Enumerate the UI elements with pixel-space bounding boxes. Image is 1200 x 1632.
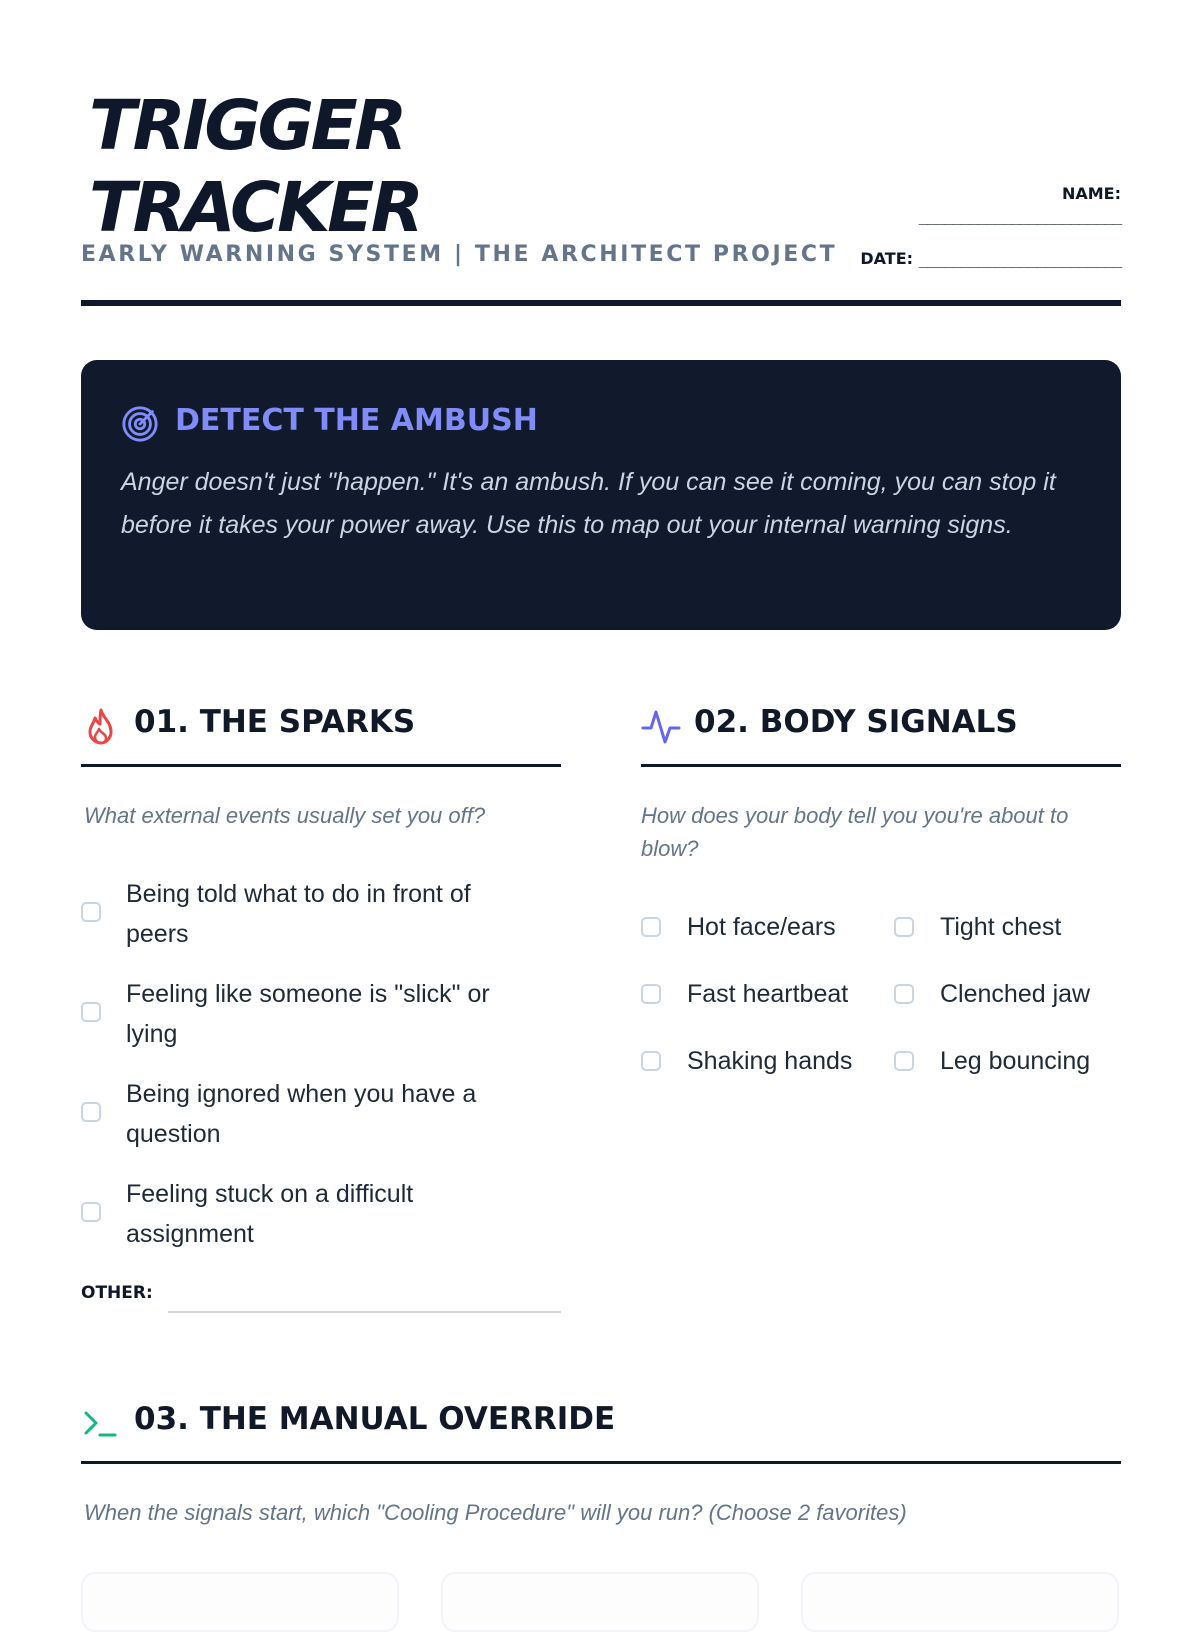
sparks-prompt: What external events usually set you off?	[84, 803, 486, 828]
procedure-card[interactable]	[441, 1572, 759, 1632]
other-label: OTHER:	[81, 1283, 153, 1303]
date-label: DATE:	[860, 249, 914, 268]
checkbox[interactable]	[641, 917, 661, 937]
body-signal-label: Leg bouncing	[940, 1047, 1091, 1075]
checkbox[interactable]	[894, 984, 914, 1004]
spark-label: Feeling stuck on a difficult assignment	[126, 1180, 414, 1248]
body-signals-section-header	[641, 702, 1121, 767]
body-signals-prompt: How does your body tell you you're about to blow?	[641, 803, 1069, 861]
checkbox[interactable]	[894, 1051, 914, 1071]
worksheet-subtitle: EARLY WARNING SYSTEM | THE ARCHITECT PROJECT	[81, 242, 838, 267]
flame-icon	[81, 706, 121, 746]
detect-ambush-callout	[81, 360, 1121, 630]
worksheet-page	[81, 0, 1121, 1600]
pulse-icon	[641, 706, 681, 746]
body-signal-label: Shaking hands	[687, 1047, 853, 1075]
spark-label: Being told what to do in front of peers	[126, 880, 471, 948]
terminal-prompt-icon	[81, 1403, 121, 1443]
date-row	[860, 249, 1121, 268]
title-line-1: TRIGGER	[89, 86, 404, 166]
spark-label: Feeling like someone is "slick" or lying	[126, 980, 490, 1048]
body-signals-title: 02. BODY SIGNALS	[694, 704, 1018, 740]
checkbox[interactable]	[81, 1002, 101, 1022]
body-signal-label: Clenched jaw	[940, 980, 1091, 1008]
sparks-title: 01. THE SPARKS	[134, 704, 416, 740]
checkbox[interactable]	[81, 902, 101, 922]
procedure-card[interactable]	[81, 1572, 399, 1632]
checkbox[interactable]	[641, 1051, 661, 1071]
date-field[interactable]: ________________________	[918, 249, 1121, 268]
procedure-card[interactable]	[801, 1572, 1119, 1632]
override-section-header	[81, 1399, 1121, 1464]
checkbox[interactable]	[894, 917, 914, 937]
callout-title: DETECT THE AMBUSH	[175, 403, 538, 438]
radar-target-icon	[121, 405, 159, 443]
worksheet-title	[89, 85, 420, 249]
spark-checkbox-item[interactable]	[81, 1074, 561, 1154]
spark-label: Being ignored when you have a question	[126, 1080, 477, 1148]
other-input-line[interactable]	[168, 1311, 561, 1313]
override-title: 03. THE MANUAL OVERRIDE	[134, 1401, 616, 1437]
body-signal-label: Hot face/ears	[687, 913, 836, 941]
spark-checkbox-item[interactable]	[81, 874, 561, 954]
spark-checkbox-item[interactable]	[81, 1174, 561, 1254]
sparks-section-header	[81, 702, 561, 767]
checkbox[interactable]	[81, 1102, 101, 1122]
name-field[interactable]: ________________________	[918, 206, 1121, 225]
body-signal-label: Fast heartbeat	[687, 980, 849, 1008]
spark-checkbox-item[interactable]	[81, 974, 561, 1054]
title-line-2: TRACKER	[89, 168, 421, 248]
override-prompt: When the signals start, which "Cooling Procedure" will you run? (Choose 2 favorites)	[84, 1500, 907, 1525]
name-label: NAME:	[1061, 184, 1121, 203]
header-divider	[81, 300, 1121, 306]
checkbox[interactable]	[81, 1202, 101, 1222]
body-signal-label: Tight chest	[940, 913, 1062, 941]
callout-body: Anger doesn't just "happen." It's an ambush. If you can see it coming, you can stop it before it takes your power away. Use this to map out your internal warning signs.	[121, 468, 1056, 539]
checkbox[interactable]	[641, 984, 661, 1004]
